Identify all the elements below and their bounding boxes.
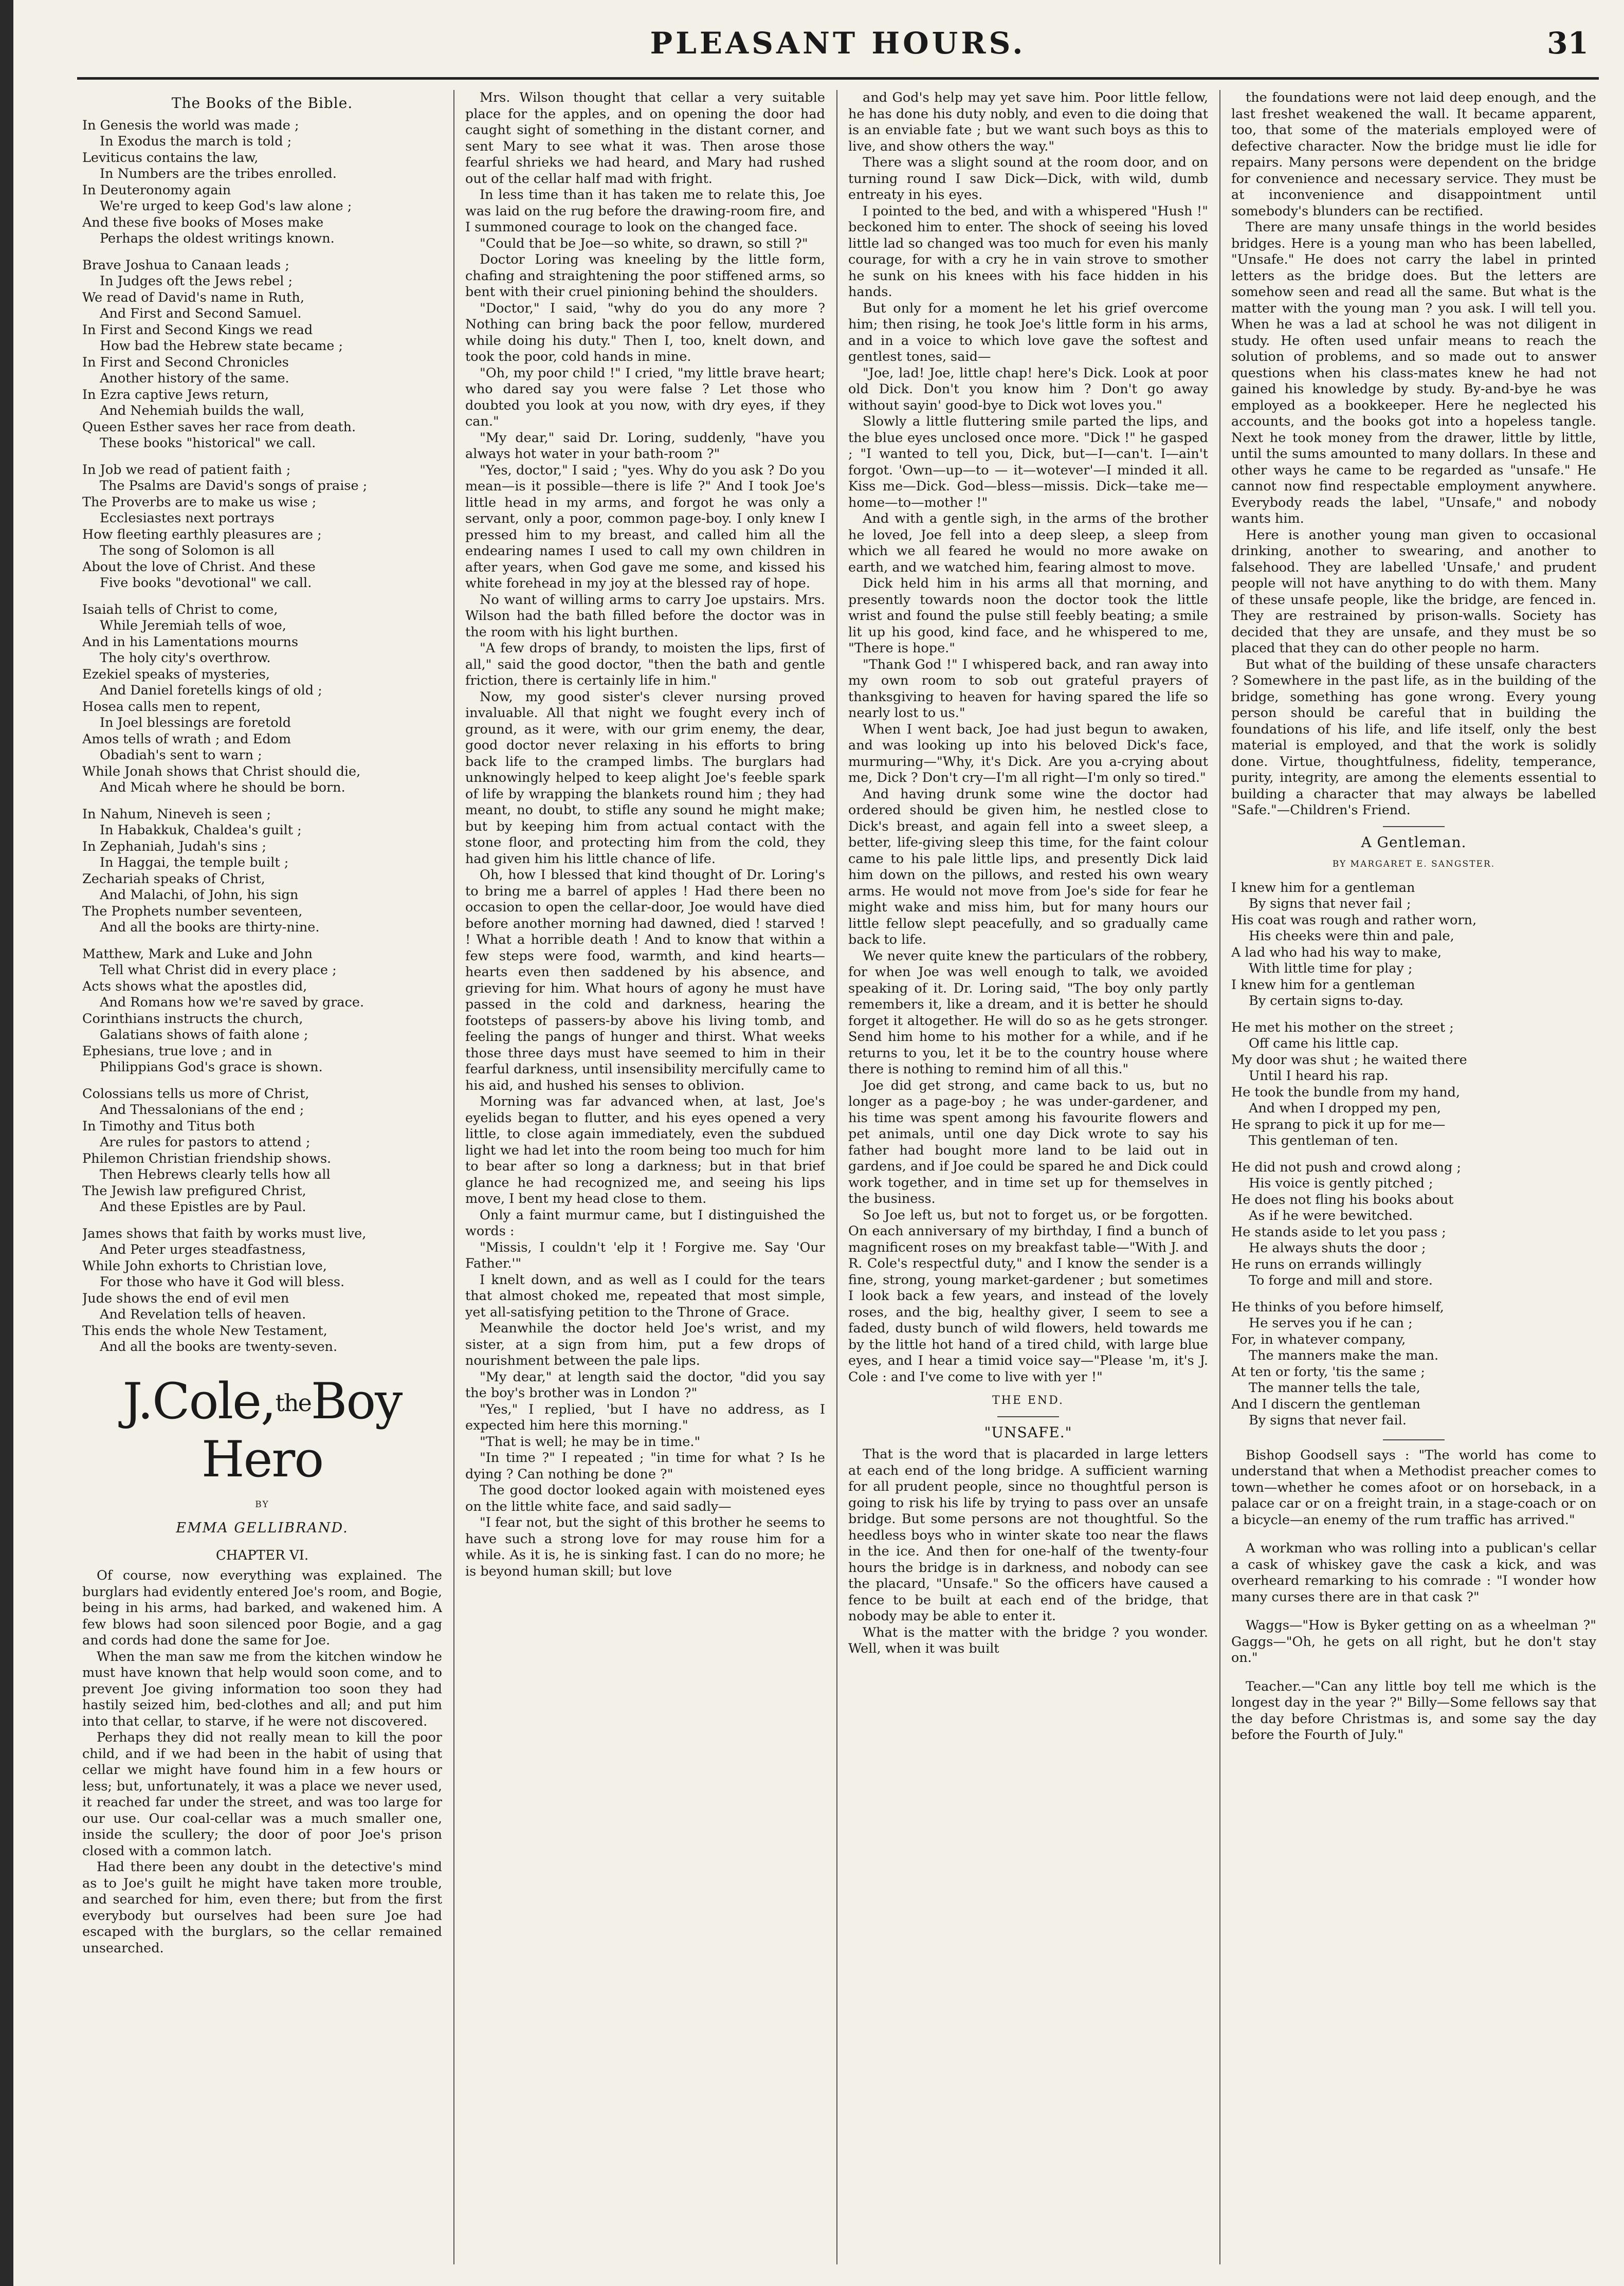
- books-poem-line: Amos tells of wrath ; and Edom: [82, 731, 291, 747]
- books-poem-line: And First and Second Samuel.: [100, 306, 302, 321]
- story-paragraph: But only for a moment he let his grief overcome him; then rising, he took Joe's little form in his arms, and in a voice to which love gave the softest and gentlest tones, said—: [848, 300, 1208, 364]
- column-rule: [836, 90, 837, 2264]
- gentleman-poem-line: Until I heard his rap.: [1249, 1068, 1389, 1084]
- books-poem-line: In Ezra captive Jews return,: [82, 387, 269, 403]
- books-poem-title: The Books of the Bible.: [171, 95, 353, 112]
- gentleman-poem-line: To forge and mill and store.: [1249, 1273, 1433, 1288]
- story-paragraph: Perhaps they did not really mean to kill the poor child, and if we had been in the habit of using that cellar we might have found him in a few hours or less; but, unfortunately, it was a place we never used, it reached far under the street, and was too large for our use. Our coal-cellar was a much smaller one, inside the scullery; the door of poor Joe's prison closed with a common latch.: [82, 1730, 442, 1859]
- misc-paragraph: Teacher.—"Can any little boy tell me which is the longest day in the year ?" Billy—Some fellows say that the day before Christmas is, and some say the day before the Fourth of July.": [1231, 1678, 1596, 1743]
- story-paragraph: I pointed to the bed, and with a whispered "Hush !" beckoned him to enter. The shock of seeing his loved little lad so changed was too much for even his manly courage, for with a cry he in vain strove to smother he sunk on his knees with his face hidden in his hands.: [848, 203, 1208, 300]
- books-poem-line: Queen Esther saves her race from death.: [82, 419, 356, 435]
- books-poem-line: This ends the whole New Testament,: [82, 1323, 327, 1339]
- story-paragraph: "That is well; he may be in time.": [480, 1434, 701, 1450]
- books-poem-stanza: [82, 1086, 442, 1216]
- books-poem-line: Philemon Christian friendship shows.: [82, 1150, 332, 1166]
- books-poem-line: While Jonah shows that Christ should die,: [82, 763, 361, 779]
- gentleman-poem-line: He does not fling his books about: [1231, 1192, 1454, 1208]
- story-paragraph: When I went back, Joe had just begun to awaken, and was looking up into his beloved Dick's face, murmuring—"Why, it's Dick. Are you a-crying about me, Dick ? Don't cry—I'm all right—I'm only so tired.": [848, 721, 1208, 785]
- books-poem-line: Zechariah speaks of Christ,: [82, 871, 265, 887]
- story-paragraph: The good doctor looked again with moistened eyes on the little white face, and said sadly—: [465, 1483, 825, 1514]
- story-paragraph: "Oh, my poor child !" I cried, "my little brave heart; who dared say you were false ? Let those who doubted you look at you now, with dry eyes, if they can.": [465, 365, 825, 429]
- gentleman-poem-line: For, in whatever company,: [1231, 1331, 1406, 1347]
- story-title-the: the: [275, 1388, 311, 1417]
- misc-items: [1231, 1448, 1596, 1744]
- books-poem-line: In Numbers are the tribes enrolled.: [100, 166, 337, 181]
- books-poem-line: And Thessalonians of the end ;: [100, 1102, 304, 1118]
- books-poem-line: And in his Lamentations mourns: [82, 634, 299, 650]
- books-poem-line: Ezekiel speaks of mysteries,: [82, 666, 270, 682]
- scan-edge: [0, 0, 13, 2286]
- books-poem-line: And Peter urges steadfastness,: [100, 1242, 306, 1257]
- books-poem-stanza: [82, 946, 442, 1076]
- page-number: 31: [1547, 26, 1589, 61]
- books-poem-line: The Prophets number seventeen,: [82, 903, 303, 919]
- gentleman-poem-title: A Gentleman.: [1361, 833, 1467, 851]
- story-author: EMMA GELLIBRAND.: [176, 1520, 349, 1536]
- story-paragraph: I knelt down, and as well as I could for the tears that almost choked me, repeated that most simple, yet all-satisfying petition to the Throne of Grace.: [465, 1272, 825, 1320]
- books-poem-line: In Habakkuk, Chaldea's guilt ;: [100, 822, 302, 838]
- books-poem-line: The Proverbs are to make us wise ;: [82, 494, 317, 510]
- gentleman-poem-line: By signs that never fail.: [1249, 1413, 1407, 1428]
- gentleman-poem-line: As if he were bewitched.: [1249, 1208, 1413, 1223]
- story-title: [82, 1373, 442, 1488]
- story-paragraph: Slowly a little fluttering smile parted the lips, and the blue eyes unclosed once more. "Dick !" he gasped ; "I wanted to tell you, Dick, but—I—can't. I—ain't forgot. 'Own—up—to — it—wotever'—I minded it all. Kiss me—Dick. God—bless—missis. Dick—take me—home—to—mother !": [848, 414, 1208, 510]
- story-paragraph: Morning was far advanced when, at last, Joe's eyelids began to flutter, and his eyes opened a very little, to close again immediately, even the subdued light we had let into the room being too much for him to bear after so long a darkness; but in that brief glance he had recognized me, and seeing his lips move, I bent my head close to them.: [465, 1094, 825, 1206]
- books-poem-line: How bad the Hebrew state became ;: [100, 338, 343, 354]
- books-poem-line: Five books "devotional" we call.: [100, 575, 312, 591]
- unsafe-text-col4: [1231, 90, 1596, 819]
- books-poem-line: In Zephaniah, Judah's sins ;: [82, 838, 267, 854]
- story-text-col2: [465, 90, 825, 1580]
- story-paragraph: Only a faint murmur came, but I distinguished the words :: [465, 1207, 825, 1239]
- story-title-end: Boy Hero: [201, 1372, 402, 1488]
- books-poem-line: And these Epistles are by Paul.: [100, 1199, 306, 1215]
- section-divider: [997, 1416, 1059, 1417]
- books-poem-line: Colossians tells us more of Christ,: [82, 1086, 309, 1102]
- books-poem-line: In Deuteronomy again: [82, 182, 231, 198]
- story-paragraph: and God's help may yet save him. Poor little fellow, he has done his duty nobly, and even to die doing that is an enviable fate ; but we want such boys as this to live, and show others the way.": [848, 90, 1208, 154]
- unsafe-paragraph: the foundations were not laid deep enough, and the last freshet weakened the wall. It became apparent, too, that some of the materials employed were of defective character. Now the bridge must lie idle for repairs. Many persons were dependent on the bridge for convenience and necessary service. They must be at inconvenience and disappointment until somebody's blunders can be rectified.: [1231, 90, 1596, 219]
- gentleman-poem-line: The manners make the man.: [1249, 1348, 1439, 1363]
- books-poem-line: While John exhorts to Christian love,: [82, 1258, 327, 1274]
- books-poem-line: And Micah where he should be born.: [100, 780, 345, 795]
- books-poem-line: Brave Joshua to Canaan leads ;: [82, 257, 289, 273]
- gentleman-poem-line: His coat was rough and rather worn,: [1231, 912, 1477, 928]
- books-poem-line: In Timothy and Titus both: [82, 1118, 255, 1134]
- books-poem-line: Philippians God's grace is shown.: [100, 1059, 323, 1075]
- story-paragraph: "I fear not, but the sight of this brother he seems to have such a strong love for may rouse him for a while. As it is, he is sinking fast. I can do no more; he is beyond human skill; but love: [465, 1515, 825, 1579]
- books-poem-line: In Joel blessings are foretold: [100, 715, 291, 730]
- story-paragraph: "Yes," I replied, 'but I have no address, as I expected him here this morning.": [465, 1401, 825, 1433]
- column-4: [1231, 90, 1596, 2264]
- story-text-col3: [848, 90, 1208, 1385]
- story-paragraph: "My dear," at length said the doctor, "did you say the boy's brother was in London ?": [465, 1369, 825, 1401]
- story-paragraph: Oh, how I blessed that kind thought of Dr. Loring's to bring me a barrel of apples ! Had there been no occasion to open the cellar-door, Joe would have died before another morning had dawned, died ! starved ! ! What a horrible death ! And to know that within a few steps were food, warmth, and kind hearts—hearts even then saddened by his absence, and grieving for him. What hours of agony he must have passed in the cold and darkness, hearing the footsteps of passers-by above his living tomb, and feeling the pangs of hunger and thirst. What weeks those three days must have seemed to him in their fearful darkness, until insensibility mercifully came to his aid, and hushed his senses to oblivion.: [465, 867, 825, 1093]
- story-paragraph: Doctor Loring was kneeling by the little form, chafing and straightening the poor stiffened arms, so bent with their cruel pinioning behind the shoulders.: [465, 252, 825, 300]
- books-poem-line: How fleeting earthly pleasures are ;: [82, 526, 322, 542]
- books-poem-line: These books "historical" we call.: [100, 435, 316, 451]
- unsafe-text-col3: [848, 1447, 1208, 1657]
- books-poem-line: Matthew, Mark and Luke and John: [82, 946, 313, 962]
- gentleman-poem-line: By signs that never fail ;: [1249, 896, 1411, 911]
- story-paragraph: Dick held him in his arms all that morning, and presently towards noon the doctor took the little wrist and found the pulse still feebly beating; a smile lit up his good, kind face, and he whispered to me, "There is hope.": [848, 576, 1208, 656]
- story-paragraph: Joe did get strong, and came back to us, but no longer as a page-boy ; he was under-gardener, and his time was spent among his favourite flowers and pet animals, until one day Dick wrote to say his father had bought more land to be laid out in gardens, and if Joe could be spared he and Dick could work together, and in time set up for themselves in the business.: [848, 1077, 1208, 1206]
- story-end: THE END.: [992, 1394, 1065, 1407]
- gentleman-poem-line: He stands aside to let you pass ;: [1231, 1224, 1446, 1240]
- story-paragraph: In less time than it has taken me to relate this, Joe was laid on the rug before the drawing-room fire, and I summoned courage to look on the changed face.: [465, 187, 825, 235]
- story-paragraph: "Thank God !" I whispered back, and ran away into my own room to sob out grateful prayers of thanksgiving to heaven for having spared the life so nearly lost to us.": [848, 656, 1208, 721]
- gentleman-poem-byline: BY MARGARET E. SANGSTER.: [1332, 859, 1495, 869]
- gentleman-poem-line: Off came his little cap.: [1249, 1036, 1399, 1051]
- books-poem-line: In Nahum, Nineveh is seen ;: [82, 806, 271, 822]
- books-poem-line: Galatians shows of faith alone ;: [100, 1027, 308, 1043]
- books-poem-line: Another history of the same.: [100, 371, 289, 386]
- books-poem-line: Corinthians instructs the church,: [82, 1011, 303, 1027]
- header-rule: [77, 77, 1599, 80]
- books-poem-line: The holy city's overthrow.: [100, 650, 271, 666]
- story-paragraph: "My dear," said Dr. Loring, suddenly, "have you always hot water in your bath-room ?": [465, 430, 825, 462]
- story-paragraph: "Could that be Joe—so white, so drawn, so still ?": [480, 235, 808, 251]
- books-poem-line: In First and Second Chronicles: [82, 354, 289, 370]
- gentleman-poem-line: By certain signs to-day.: [1249, 993, 1403, 1009]
- books-poem-line: In Genesis the world was made ;: [82, 117, 299, 133]
- books-poem-line: And these five books of Moses make: [82, 214, 324, 230]
- books-poem-line: Isaiah tells of Christ to come,: [82, 601, 278, 617]
- gentleman-poem-stanza: [1231, 880, 1596, 1010]
- books-poem-line: Are rules for pastors to attend ;: [100, 1135, 311, 1150]
- books-poem-line: Perhaps the oldest writings known.: [100, 231, 335, 246]
- books-poem-line: Ecclesiastes next portrays: [100, 510, 275, 526]
- gentleman-poem-line: He runs on errands willingly: [1231, 1256, 1421, 1272]
- books-poem-line: Then Hebrews clearly tells how all: [100, 1167, 331, 1182]
- column-1: [82, 90, 442, 2264]
- gentleman-poem-line: He sprang to pick it up for me—: [1231, 1117, 1446, 1132]
- section-divider: [1383, 1439, 1445, 1440]
- books-poem-line: The Psalms are David's songs of praise ;: [100, 478, 368, 493]
- story-title-main: J.Cole,: [122, 1372, 276, 1430]
- books-poem-stanza: [82, 1226, 442, 1356]
- books-poem-line: Tell what Christ did in every place ;: [100, 962, 337, 978]
- gentleman-poem-line: This gentleman of ten.: [1249, 1133, 1398, 1148]
- gentleman-poem-line: He thinks of you before himself,: [1231, 1299, 1444, 1315]
- story-paragraph: Meanwhile the doctor held Joe's wrist, and my sister, at a sign from him, put a few drops of nourishment between the pale lips.: [465, 1321, 825, 1368]
- gentleman-poem-line: He always shuts the door ;: [1249, 1240, 1426, 1256]
- gentleman-poem-line: And I discern the gentleman: [1231, 1396, 1421, 1412]
- books-poem-line: While Jeremiah tells of woe,: [100, 618, 286, 633]
- books-poem-line: We read of David's name in Ruth,: [82, 289, 304, 305]
- gentleman-poem-stanza: [1231, 1160, 1596, 1289]
- books-poem-line: Acts shows what the apostles did,: [82, 978, 307, 994]
- story-chapter: CHAPTER VI.: [215, 1547, 309, 1563]
- page-header: [77, 21, 1599, 62]
- story-text-col1: [82, 1568, 442, 1956]
- gentleman-poem-line: With little time for play ;: [1249, 961, 1413, 976]
- section-divider: [1383, 826, 1445, 827]
- books-poem-line: The song of Solomon is all: [100, 543, 275, 558]
- unsafe-paragraph: What is the matter with the bridge ? you wonder. Well, when it was built: [848, 1624, 1208, 1656]
- story-paragraph: And with a gentle sigh, in the arms of the brother he loved, Joe fell into a deep sleep, a sleep from which we all feared he would no more awake on earth, and we watched him, fearing almost to move.: [848, 511, 1208, 575]
- story-paragraph: Had there been any doubt in the detective's mind as to Joe's guilt he might have taken more trouble, and searched for him, even there; but from the first everybody but ourselves had been sure Joe had escaped with the burglars, so the cellar remained unsearched.: [82, 1859, 442, 1956]
- gentleman-poem-line: His cheeks were thin and pale,: [1249, 928, 1454, 944]
- books-poem-line: In Exodus the march is told ;: [100, 134, 292, 149]
- books-poem-stanza: [82, 602, 442, 796]
- gentleman-poem-line: He met his mother on the street ;: [1231, 1019, 1454, 1035]
- gentleman-poem-line: The manner tells the tale,: [1249, 1380, 1420, 1396]
- misc-paragraph: A workman who was rolling into a publican's cellar a cask of whiskey gave the cask a kick, and was overheard remarking to his comrade : "I wonder how many curses there are in that cask ?": [1231, 1541, 1596, 1605]
- books-poem-line: And Revelation tells of heaven.: [100, 1307, 306, 1322]
- unsafe-paragraph: That is the word that is placarded in large letters at each end of the long bridge. A sufficient warning for all prudent people, since no thoughtful person is going to risk his life by trying to pass over an unsafe bridge. But some persons are not thoughtful. So the heedless boys who in winter skate too near the flaws in the ice. And then for one-half of the twenty-four hours the bridge is in darkness, and nobody can see the placard, "Unsafe." So the officers have caused a fence to be built at each end of the bridge, that nobody may be able to enter it.: [848, 1447, 1208, 1624]
- story-by: BY: [255, 1499, 269, 1510]
- story-paragraph: So Joe left us, but not to forget us, or be forgotten. On each anniversary of my birthday, I find a bunch of magnificent roses on my breakfast table—"With J. and R. Cole's respectful duty," and I know the sender is a fine, strong, young market-gardener ; but sometimes I look back a few years, and instead of the lovely roses, and the big, healthy giver, I seem to see a faded, dusty bunch of wild flowers, held towards me by the little hot hand of a tired child, with large blue eyes, and I hear a timid voice say—"Please 'm, it's J. Cole : and I've come to live with yer !": [848, 1207, 1208, 1385]
- books-poem-stanza: [82, 462, 442, 592]
- books-poem-line: About the love of Christ. And these: [82, 559, 316, 575]
- books-poem-line: For those who have it God will bless.: [100, 1274, 345, 1290]
- column-rule: [1219, 90, 1220, 2264]
- gentleman-poem-line: He did not push and crowd along ;: [1231, 1159, 1462, 1175]
- story-paragraph: When the man saw me from the kitchen window he must have known that help would soon come, and to prevent Joe giving information too soon they had hastily seized him, bed-clothes and all; and put him into that cellar, to starve, if he were not discovered.: [82, 1649, 442, 1729]
- gentleman-poem-line: And when I dropped my pen,: [1249, 1101, 1441, 1116]
- gentleman-poem-stanza: [1231, 1020, 1596, 1149]
- story-paragraph: There was a slight sound at the room door, and on turning round I saw Dick—Dick, with wild, dumb entreaty in his eyes.: [848, 155, 1208, 203]
- books-poem-line: In Judges oft the Jews rebel ;: [100, 273, 293, 289]
- books-poem-stanza: [82, 118, 442, 247]
- books-poem-line: Ephesians, true love ; and in: [82, 1043, 272, 1059]
- books-poem-line: And all the books are thirty-nine.: [100, 920, 320, 935]
- story-paragraph: "Doctor," I said, "why do you do any more ? Nothing can bring back the poor fellow, murdered while doing his duty." Then I, too, knelt down, and took the poor, cold hands in mine.: [465, 300, 825, 364]
- unsafe-paragraph: There are many unsafe things in the world besides bridges. Here is a young man who has been labelled, "Unsafe." He does not carry the label in printed letters as the bridge does. But the letters are somehow seen and read all the same. But what is the matter with the young man ? you ask. I will tell you. When he was a lad at school he was not diligent in study. He often used unfair means to reach the solution of problems, and so made out to answer questions when his class-mates knew he had not gained his knowledge by study. By-and-bye he was employed as a bookkeeper. Here he neglected his accounts, and the books got into a hopeless tangle. Next he took money from the drawer, little by little, until the sums amounted to many dollars. In these and other ways he came to be regarded as "unsafe." He cannot now find respectable employment anywhere. Everybody reads the label, "Unsafe," and nobody wants him.: [1231, 220, 1596, 526]
- story-paragraph: Now, my good sister's clever nursing proved invaluable. All that night we fought every inch of ground, as it were, with our grim enemy, the dear, good doctor never relaxing in his efforts to bring back life to the cramped limbs. The burglars had unknowingly helped to keep alight Joe's feeble spark of life by wrapping the blankets round him ; they had meant, no doubt, to stifle any sound he might make; but by keeping him from actual contact with the stone floor, and protecting him from the cold, they had given him his little chance of life.: [465, 689, 825, 867]
- books-poem-line: Jude shows the end of evil men: [82, 1290, 289, 1306]
- books-poem-line: Hosea calls men to repent,: [82, 699, 261, 715]
- gentleman-poem-line: A lad who had his way to make,: [1231, 944, 1442, 960]
- books-poem-line: And Nehemiah builds the wall,: [100, 403, 305, 418]
- story-paragraph: Of course, now everything was explained. The burglars had evidently entered Joe's room, and Bogie, being in his arms, had barked, and wakened him. A few blows had soon silenced poor Bogie, and a gag and cords had done the same for Joe.: [82, 1568, 442, 1648]
- books-poem-line: In Haggai, the temple built ;: [100, 855, 289, 870]
- books-poem-line: And all the books are twenty-seven.: [100, 1339, 338, 1355]
- books-poem: [82, 118, 442, 1356]
- story-paragraph: "Missis, I couldn't 'elp it ! Forgive me. Say 'Our Father.'": [465, 1239, 825, 1271]
- story-paragraph: "Joe, lad! Joe, little chap! here's Dick. Look at poor old Dick. Don't you know him ? Don't go away without sayin' good-bye to Dick wot loves you.": [848, 365, 1208, 413]
- unsafe-paragraph: Here is another young man given to occasional drinking, another to swearing, and another to falsehood. They are labelled 'Unsafe,' and prudent people will not have anything to do with them. Many of these unsafe people, like the bridge, are fenced in. They are restrained by prison-walls. Society has decided that they are unsafe, and they must be so placed that they can do other people no harm.: [1231, 527, 1596, 656]
- books-poem-line: And Daniel foretells kings of old ;: [100, 683, 322, 698]
- books-poem-line: Leviticus contains the law,: [82, 150, 259, 166]
- books-poem-line: And Romans how we're saved by grace.: [100, 995, 364, 1010]
- books-poem-line: The Jewish law prefigured Christ,: [82, 1183, 306, 1199]
- gentleman-poem-line: My door was shut ; he waited there: [1231, 1052, 1467, 1068]
- masthead-title: PLEASANT HOURS.: [650, 26, 1026, 61]
- column-3: [848, 90, 1208, 2264]
- gentleman-poem-line: At ten or forty, 'tis the same ;: [1231, 1364, 1426, 1380]
- gentleman-poem-stanza: [1231, 1300, 1596, 1429]
- books-poem-line: We're urged to keep God's law alone ;: [100, 198, 352, 214]
- column-rule: [453, 90, 454, 2264]
- column-2: [465, 90, 825, 2264]
- gentleman-poem-line: He serves you if he can ;: [1249, 1315, 1413, 1331]
- books-poem-line: In Job we read of patient faith ;: [82, 462, 291, 478]
- story-paragraph: No want of willing arms to carry Joe upstairs. Mrs. Wilson had the bath filled before the doctor was in the room with his light burthen.: [465, 592, 825, 640]
- story-paragraph: "A few drops of brandy, to moisten the lips, first of all," said the good doctor, "then the bath and gentle friction, there is certainly life in him.": [465, 641, 825, 688]
- books-poem-line: In First and Second Kings we read: [82, 322, 313, 338]
- gentleman-poem-line: He took the bundle from my hand,: [1231, 1084, 1461, 1100]
- gentleman-poem-line: His voice is gently pitched ;: [1249, 1176, 1433, 1191]
- gentleman-poem-line: I knew him for a gentleman: [1231, 977, 1415, 993]
- unsafe-paragraph: But what of the building of these unsafe characters ? Somewhere in the past life, as in the building of the bridge, something has gone wrong. Every young person should be careful that in building the foundations of his life, and life itself, only the best material is employed, and that the work is solidly done. Virtue, thoughtfulness, fidelity, temperance, purity, integrity, are among the elements essential to building a character that may always be labelled "Safe."—Children's Friend.: [1231, 656, 1596, 818]
- books-poem-line: James shows that faith by works must live,: [82, 1226, 367, 1241]
- books-poem-stanza: [82, 807, 442, 936]
- books-poem-line: Obadiah's sent to warn ;: [100, 747, 262, 763]
- books-poem-line: And Malachi, of John, his sign: [100, 887, 299, 903]
- story-paragraph: "Yes, doctor," I said ; "yes. Why do you ask ? Do you mean—is it possible—there is life ?" And I took Joe's little head in my arms, and forgot he was only a servant, only a poor, common page-boy. I only knew I pressed him to my breast, and called him all the endearing names I used to call my own children in after years, when God gave me some, and kissed his white forehead in my joy at the blessed ray of hope.: [465, 462, 825, 591]
- story-paragraph: Mrs. Wilson thought that cellar a very suitable place for the apples, and on opening the door had caught sight of something in the distant corner, and sent Mary to see what it was. Then arose those fearful shrieks we had heard, and Mary had rushed out of the cellar half mad with fright.: [465, 90, 825, 187]
- misc-paragraph: Waggs—"How is Byker getting on as a wheelman ?" Gaggs—"Oh, he gets on all right, but he don't stay on.": [1231, 1618, 1596, 1666]
- gentleman-poem: [1231, 880, 1596, 1429]
- gentleman-poem-line: I knew him for a gentleman: [1231, 880, 1415, 895]
- misc-paragraph: Bishop Goodsell says : "The world has come to understand that when a Methodist preacher comes to town—whether he comes afoot or on horseback, in a palace car or on a freight train, in a stage-coach or on a bicycle—an enemy of the rum traffic has arrived.": [1231, 1447, 1596, 1528]
- unsafe-title: "UNSAFE.": [984, 1423, 1072, 1441]
- story-paragraph: "In time ?" I repeated ; "in time for what ? Is he dying ? Can nothing be done ?": [465, 1450, 825, 1482]
- story-paragraph: We never quite knew the particulars of the robbery, for when Joe was well enough to talk, we avoided speaking of it. Dr. Loring said, "The boy only partly remembers it, like a dream, and it is better he should forget it altogether. He will do so as he gets stronger. Send him home to his mother for a while, and if he returns to you, let it be to the country house where there is nothing to remind him of all this.": [848, 948, 1208, 1077]
- story-paragraph: And having drunk some wine the doctor had ordered should be given him, he nestled close to Dick's breast, and again fell into a sweet sleep, a better, life-giving sleep this time, for the faint colour came to his pale little lips, and presently Dick laid him down on the pillows, and rested his own weary arms. He would not move from Joe's side for fear he might wake and miss him, but for many hours our little fellow slept peacefully, and so gradually came back to life.: [848, 786, 1208, 947]
- books-poem-stanza: [82, 258, 442, 452]
